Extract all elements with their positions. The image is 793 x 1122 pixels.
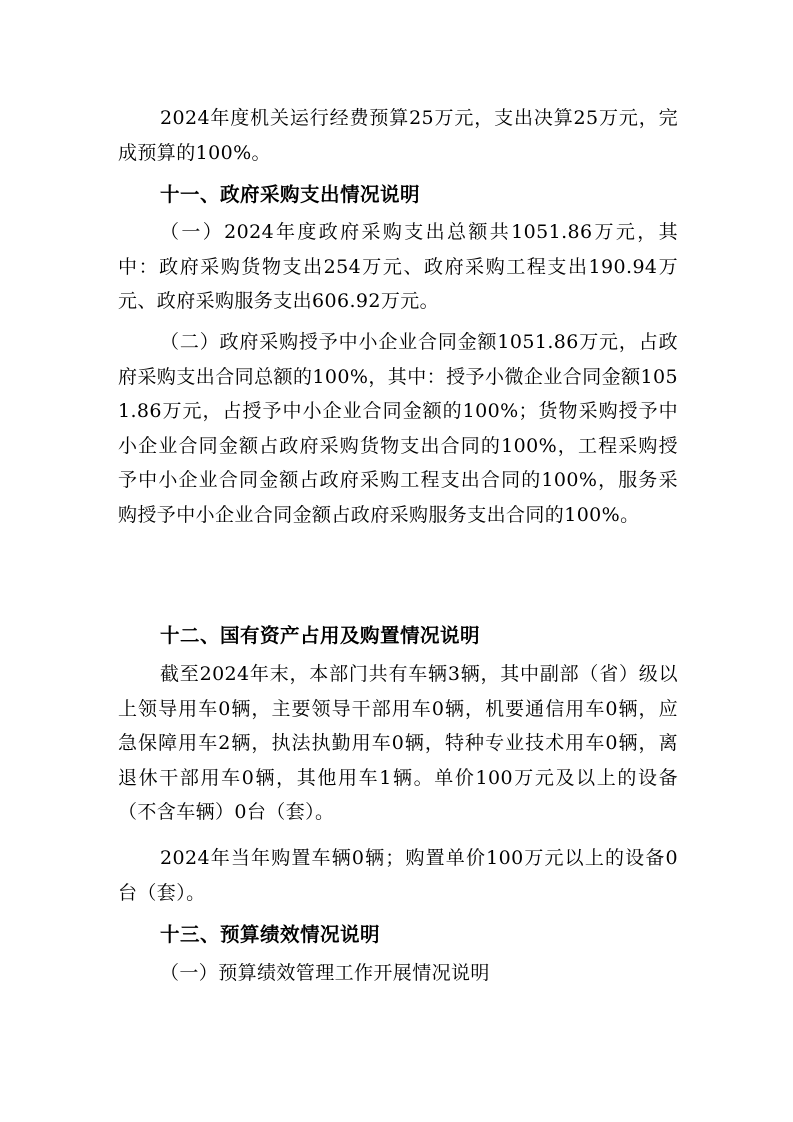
paragraph-procurement-sme: （二）政府采购授予中小企业合同金额1051.86万元，占政府采购支出合同总额的100%，其中：授予小微企业合同金额1051.86万元，占授予中小企业合同金额的100%；货物采购授予中小企业合同金额占政府采购货物支出合同的100%，工程采购授予中小企业合同金额占政府采购工程支出合同的100%，服务采购授予中小企业合同金额占政府采购服务支出合同的100%。 [118, 331, 678, 526]
section-heading-performance: 十三、预算绩效情况说明 [160, 923, 381, 946]
subheading-performance-management: （一）预算绩效管理工作开展情况说明 [160, 962, 490, 984]
paragraph-operating-budget: 2024年度机关运行经费预算25万元，支出决算25万元，完成预算的100%。 [118, 107, 678, 164]
section-heading-procurement: 十一、政府采购支出情况说明 [160, 183, 421, 206]
paragraph-purchases: 2024年当年购置车辆0辆；购置单价100万元以上的设备0台（套）。 [118, 847, 678, 904]
paragraph-procurement-total: （一）2024年度政府采购支出总额共1051.86万元，其中：政府采购货物支出254万元、政府采购工程支出190.94万元、政府采购服务支出606.92万元。 [118, 221, 678, 312]
section-heading-assets: 十二、国有资产占用及购置情况说明 [160, 624, 481, 647]
paragraph-vehicles: 截至2024年末，本部门共有车辆3辆，其中副部（省）级以上领导用车0辆，主要领导干部用车0辆，机要通信用车0辆，应急保障用车2辆，执法执勤用车0辆，特种专业技术用车0辆，离退休干部用车0辆，其他用车1辆。单价100万元及以上的设备（不含车辆）0台（套）。 [118, 663, 678, 823]
